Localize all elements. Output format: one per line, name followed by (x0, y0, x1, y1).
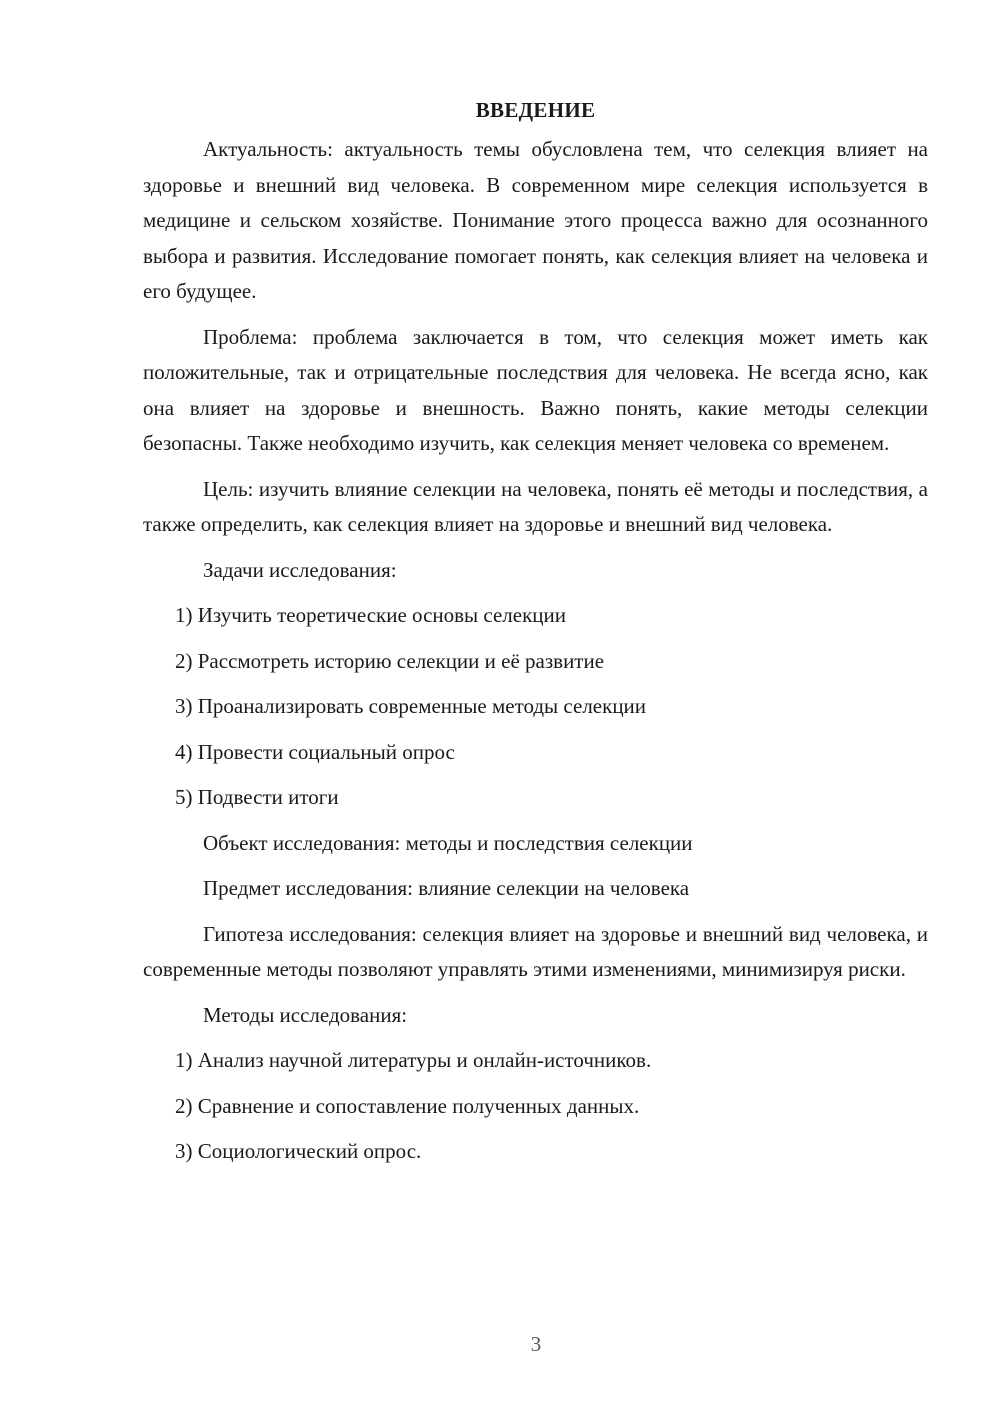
method-item: 3) Социологический опрос. (175, 1139, 422, 1163)
method-item: 2) Сравнение и сопоставление полученных данных. (175, 1093, 640, 1118)
page-number: 3 (530, 1332, 542, 1356)
hypothesis-paragraph: Гипотеза исследования: селекция влияет на здоровье и внешний вид человека, и современные методы позволяют управлять этими изменениями, минимизируя риски. (143, 921, 928, 981)
section-heading: ВВЕДЕНИЕ (475, 98, 596, 122)
task-item: 2) Рассмотреть историю селекции и её развитие (175, 648, 605, 673)
method-item: 1) Анализ научной литературы и онлайн-источников. (175, 1048, 652, 1072)
problem-paragraph: Проблема: проблема заключается в том, что селекция может иметь как положительные, так и отрицательные последствия для человека. Не всегда ясно, как она влияет на здоровье и внешность. Важно понять, какие методы селекции безопасны. Также необходимо изучить, как селекция меняет человека со временем. (143, 324, 928, 455)
methods-title: Методы исследования: (203, 1002, 408, 1027)
goal-paragraph: Цель: изучить влияние селекции на человека, понять её методы и последствия, а также определить, как селекция влияет на здоровье и внешний вид человека. (143, 476, 928, 536)
task-item: 3) Проанализировать современные методы селекции (175, 694, 647, 718)
subject-line: Предмет исследования: влияние селекции на человека (203, 876, 690, 900)
tasks-title: Задачи исследования: (203, 557, 397, 582)
task-item: 1) Изучить теоретические основы селекции (175, 603, 567, 627)
relevance-paragraph: Актуальность: актуальность темы обусловлена тем, что селекция влияет на здоровье и внешний вид человека. В современном мире селекция используется в медицине и сельском хозяйстве. Понимание этого процесса важно для осознанного выбора и развития. Исследование помогает понять, как селекция влияет на человека и его будущее. (143, 137, 928, 303)
task-item: 4) Провести социальный опрос (175, 739, 455, 764)
object-line: Объект исследования: методы и последствия селекции (203, 830, 693, 855)
task-item: 5) Подвести итоги (175, 785, 339, 809)
document-page (143, 92, 928, 1180)
